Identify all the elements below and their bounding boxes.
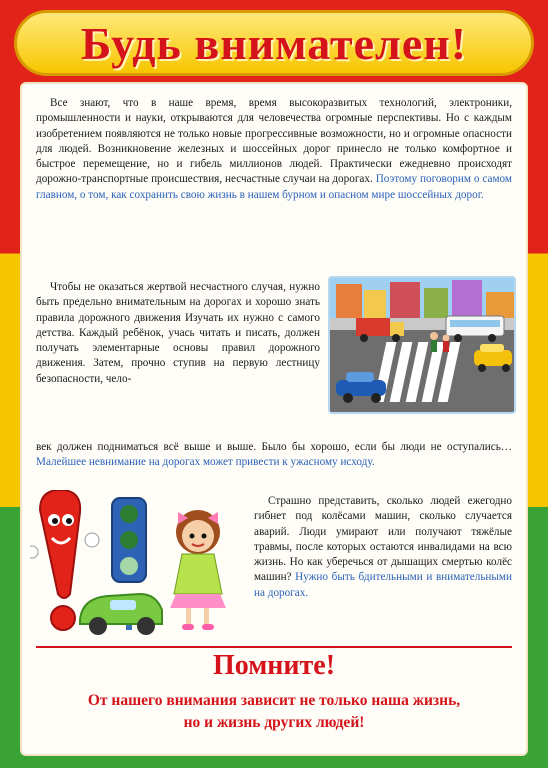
- closing-line-2: но и жизнь других людей!: [183, 714, 365, 731]
- consequences-paragraph: [36, 440, 512, 471]
- street-crossing-illustration: [328, 276, 516, 414]
- girl-character-icon: [170, 510, 226, 630]
- title-banner: [14, 10, 534, 76]
- rules-text: Чтобы не оказаться жертвой несчастного случая, нужно быть предельно внимательным на дорогах и хорошо знать правила дорожного движения Изучать их нужно с самого детства. Каждый ребёнок, учась читать и писать, должен получать элементарные основы правил дорожного движения. Затем, прочно ступив на первую лестницу безопасности, чело-: [36, 281, 320, 385]
- dangers-paragraph: [254, 494, 512, 601]
- closing-line-1: От нашего внимания зависит не только наша жизнь,: [87, 692, 461, 709]
- closing-message: [40, 690, 508, 734]
- poster-title: Будь внимателен!: [80, 17, 468, 69]
- consequences-text: век должен подниматься всё выше и выше. Было бы хорошо, если бы люди не оступались…: [36, 441, 512, 453]
- green-car-icon: [80, 594, 162, 635]
- remember-heading: Помните!: [212, 650, 336, 681]
- cartoon-characters: [30, 490, 230, 640]
- divider: [36, 646, 512, 648]
- dangers-text: Страшно представить, сколько людей ежегодно гибнет под колёсами машин, сколько случается аварий. Люди умирают или получают тяжёлые травмы, после которых остаются инвалидами на всю жизнь. Но как уберечься от дышащих смертью колёс машин?: [254, 495, 512, 584]
- intro-highlight: Поэтому поговорим о самом главном, о том, как сохранить свою жизнь в нашем бурном и опасном мире шоссейных дорог.: [36, 173, 512, 201]
- rules-paragraph: [36, 280, 320, 387]
- intro-paragraph: [36, 96, 512, 203]
- consequences-highlight: Малейшее невнимание на дорогах может привести к ужасному исходу.: [36, 456, 375, 469]
- street-scene-svg: [330, 278, 514, 412]
- intro-text: Все знают, что в наше время, время высокоразвитых технологий, электроники, промышленности и науки, открываются для человечества огромные перспективы. Но с каждым изобретением появляются не только новые прогрессивные возможности, но и огромные опасности для людей. Возникновение железных и шоссейных дорог принесло не только комфортное и быстрое перемещение, но и гибель миллионов людей. Практически ежедневно происходят дорожно-транспортные происшествия, несчастные случаи на дорогах.: [36, 97, 512, 186]
- building-icon: [336, 284, 362, 322]
- characters-svg: [30, 490, 230, 640]
- dangers-highlight: Нужно быть бдительными и внимательными на дорогах.: [254, 571, 512, 599]
